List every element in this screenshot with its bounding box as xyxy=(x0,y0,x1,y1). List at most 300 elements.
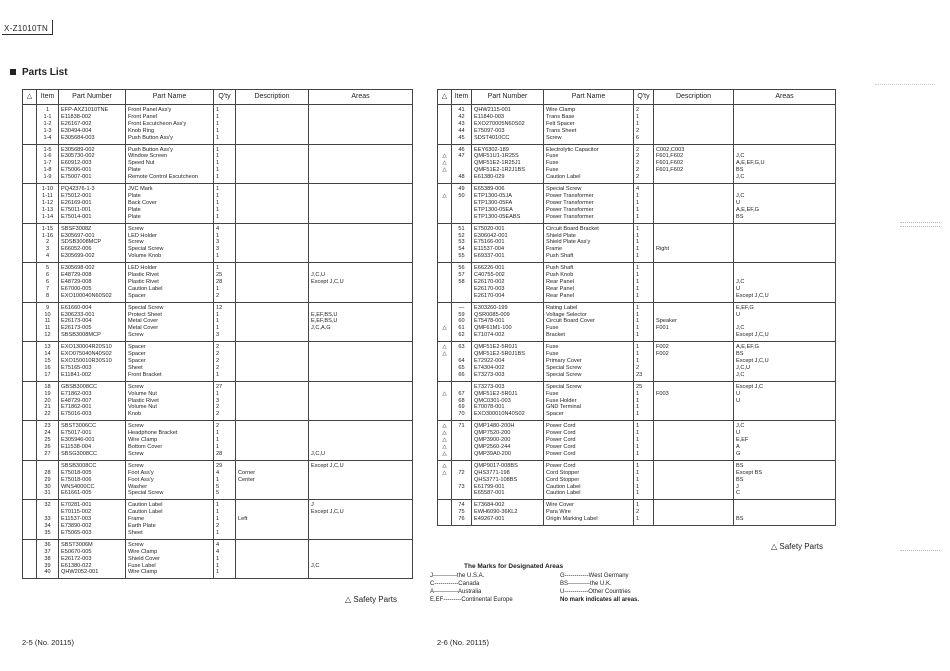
quantity: 23 xyxy=(634,372,654,381)
areas xyxy=(309,214,413,223)
item-number xyxy=(452,477,472,484)
quantity: 4 xyxy=(634,184,654,193)
quantity: 1 xyxy=(634,286,654,293)
quantity: 2 xyxy=(634,365,654,372)
parts-group xyxy=(438,223,836,263)
item-number: 10 xyxy=(37,312,59,319)
table-row xyxy=(23,451,413,460)
description xyxy=(236,398,309,405)
quantity: 1 xyxy=(214,556,236,563)
table-row xyxy=(438,421,836,430)
part-number: SBST3006M xyxy=(59,539,126,548)
description xyxy=(236,200,309,207)
table-row xyxy=(438,167,836,174)
table-row xyxy=(438,332,836,341)
part-name: Caution Label xyxy=(544,174,634,183)
areas xyxy=(309,135,413,144)
safety-mark xyxy=(23,398,37,405)
safety-mark xyxy=(23,207,37,214)
item-number: 1 xyxy=(37,105,59,114)
safety-mark xyxy=(23,214,37,223)
item-number: 44 xyxy=(452,128,472,135)
item-number: 18 xyxy=(37,381,59,390)
table-row xyxy=(438,398,836,405)
safety-mark: △ xyxy=(438,437,452,444)
part-number: E26169-001 xyxy=(59,200,126,207)
part-name: Special Screw xyxy=(126,246,214,253)
safety-mark xyxy=(23,437,37,444)
table-row xyxy=(23,421,413,430)
item-number: 56 xyxy=(452,263,472,272)
areas: U xyxy=(734,286,836,293)
part-name: Rating Label xyxy=(544,302,634,311)
description xyxy=(236,207,309,214)
table-row xyxy=(438,200,836,207)
part-name: Spacer xyxy=(126,358,214,365)
item-number: 76 xyxy=(452,516,472,525)
description xyxy=(654,174,734,183)
part-number: E11841-002 xyxy=(59,372,126,381)
table-row xyxy=(23,500,413,509)
part-name: JVC Mark xyxy=(126,184,214,193)
safety-mark xyxy=(23,509,37,516)
table-row xyxy=(438,391,836,398)
safety-mark xyxy=(23,470,37,477)
quantity: 1 xyxy=(634,358,654,365)
item-number: 41 xyxy=(452,105,472,114)
safety-mark xyxy=(438,200,452,207)
section-bullet xyxy=(10,69,16,75)
safety-mark xyxy=(23,253,37,262)
safety-parts-label: Safety Parts xyxy=(779,542,823,551)
item-number: 6 xyxy=(37,279,59,286)
part-name: Sheet xyxy=(126,530,214,539)
quantity: 27 xyxy=(214,381,236,390)
table-row xyxy=(23,430,413,437)
description xyxy=(236,293,309,302)
part-number: E305698-002 xyxy=(59,263,126,272)
quantity: 25 xyxy=(634,381,654,390)
item-number: 43 xyxy=(452,121,472,128)
quantity: 1 xyxy=(214,500,236,509)
quantity: 1 xyxy=(634,411,654,420)
item-number: 73 xyxy=(452,484,472,491)
description: F001 xyxy=(654,325,734,332)
safety-mark: △ xyxy=(438,451,452,460)
quantity: 2 xyxy=(634,167,654,174)
part-name: Metal Cover xyxy=(126,325,214,332)
table-row xyxy=(23,114,413,121)
areas xyxy=(309,286,413,293)
safety-mark xyxy=(438,286,452,293)
safety-mark xyxy=(23,184,37,193)
parts-group xyxy=(23,105,413,145)
safety-mark xyxy=(438,128,452,135)
description xyxy=(654,253,734,262)
quantity: 2 xyxy=(214,421,236,430)
table-row xyxy=(23,351,413,358)
item-number: 53 xyxy=(452,239,472,246)
item-number: 39 xyxy=(37,563,59,570)
areas xyxy=(309,372,413,381)
description: F601,F602 xyxy=(654,160,734,167)
area-marks-legend xyxy=(430,563,700,603)
safety-mark xyxy=(23,365,37,372)
quantity: 1 xyxy=(634,121,654,128)
areas xyxy=(734,411,836,420)
quantity: 1 xyxy=(634,207,654,214)
item-number: 54 xyxy=(452,246,472,253)
description: Left xyxy=(236,516,309,523)
table-row xyxy=(23,293,413,302)
table-row xyxy=(23,302,413,311)
part-name: Shield Plate xyxy=(544,233,634,240)
description: F002 xyxy=(654,342,734,351)
parts-table-left xyxy=(22,89,413,579)
description xyxy=(236,144,309,153)
item-number xyxy=(452,200,472,207)
safety-mark xyxy=(23,174,37,183)
part-name: Bracket xyxy=(544,332,634,341)
part-number: E69337-001 xyxy=(472,253,544,262)
quantity: 29 xyxy=(214,460,236,469)
part-number: E67000-005 xyxy=(59,286,126,293)
table-row xyxy=(438,430,836,437)
part-name: Headphone Bracket xyxy=(126,430,214,437)
parts-table-right xyxy=(437,89,836,526)
quantity: 4 xyxy=(214,549,236,556)
areas: J,C xyxy=(734,153,836,160)
safety-mark xyxy=(438,293,452,302)
areas xyxy=(734,246,836,253)
table-row xyxy=(23,539,413,548)
safety-mark xyxy=(438,121,452,128)
safety-mark: △ xyxy=(438,351,452,358)
part-name: Electrolytic Capacitor xyxy=(544,144,634,153)
table-row xyxy=(23,144,413,153)
areas xyxy=(309,114,413,121)
parts-group xyxy=(438,184,836,224)
areas xyxy=(309,153,413,160)
safety-mark xyxy=(438,404,452,411)
description xyxy=(236,214,309,223)
part-name: Frame xyxy=(544,246,634,253)
quantity: 1 xyxy=(634,114,654,121)
part-number: E75017-001 xyxy=(59,430,126,437)
quantity: 28 xyxy=(214,279,236,286)
table-row xyxy=(23,160,413,167)
description xyxy=(236,372,309,381)
quantity: 6 xyxy=(634,135,654,144)
quantity: 1 xyxy=(214,372,236,381)
part-name: Wire Clamp xyxy=(544,105,634,114)
quantity: 1 xyxy=(214,391,236,398)
part-name: Power Cord xyxy=(544,437,634,444)
quantity: 1 xyxy=(214,437,236,444)
table-row xyxy=(438,153,836,160)
safety-mark xyxy=(438,246,452,253)
item-number: 12 xyxy=(37,332,59,341)
part-number: QMF61M1-100 xyxy=(472,325,544,332)
areas xyxy=(309,200,413,207)
quantity: 1 xyxy=(634,351,654,358)
areas: E,EF xyxy=(734,437,836,444)
item-number xyxy=(452,207,472,214)
item-number xyxy=(452,286,472,293)
part-name: GND Terminal xyxy=(544,404,634,411)
table-row xyxy=(438,207,836,214)
safety-mark xyxy=(23,451,37,460)
safety-mark: △ xyxy=(438,160,452,167)
safety-mark xyxy=(23,263,37,272)
areas: BS xyxy=(734,460,836,469)
areas xyxy=(309,516,413,523)
item-number: 61 xyxy=(452,325,472,332)
quantity: 1 xyxy=(634,391,654,398)
areas xyxy=(309,358,413,365)
description xyxy=(236,444,309,451)
area-mark-entry: E,EF---------Continental Europe xyxy=(430,597,513,603)
part-number: E26170-003 xyxy=(472,286,544,293)
part-number: E75097-003 xyxy=(472,128,544,135)
part-name: Power Transformer xyxy=(544,214,634,223)
item-number: 1-14 xyxy=(37,214,59,223)
areas: C xyxy=(734,490,836,499)
description xyxy=(654,365,734,372)
table-row xyxy=(23,325,413,332)
safety-mark xyxy=(438,207,452,214)
areas xyxy=(309,207,413,214)
item-number: 19 xyxy=(37,391,59,398)
quantity: 1 xyxy=(214,184,236,193)
item-number xyxy=(452,451,472,460)
quantity: 1 xyxy=(634,470,654,477)
item-number: 11 xyxy=(37,318,59,325)
part-number: E11838-002 xyxy=(59,114,126,121)
quantity: 3 xyxy=(214,332,236,341)
description xyxy=(654,500,734,509)
part-name: Speed Nut xyxy=(126,160,214,167)
areas xyxy=(309,184,413,193)
safety-mark xyxy=(438,135,452,144)
description xyxy=(654,200,734,207)
table-row xyxy=(23,223,413,232)
areas: J,C,U xyxy=(309,451,413,460)
safety-mark xyxy=(438,358,452,365)
parts-group xyxy=(438,144,836,184)
item-number xyxy=(452,490,472,499)
quantity: 1 xyxy=(214,444,236,451)
table-row xyxy=(23,398,413,405)
safety-mark: △ xyxy=(438,193,452,200)
part-number: E30494-004 xyxy=(59,128,126,135)
areas: J,C xyxy=(734,372,836,381)
item-number: 69 xyxy=(452,404,472,411)
part-number: ETP1300-05JA xyxy=(472,193,544,200)
description xyxy=(236,135,309,144)
part-number: SBSF3008Z xyxy=(59,223,126,232)
safety-mark xyxy=(23,160,37,167)
part-name: Power Transformer xyxy=(544,200,634,207)
part-number: E75006-001 xyxy=(59,167,126,174)
areas xyxy=(309,398,413,405)
part-name: Circuit Board Bracket xyxy=(544,223,634,232)
description xyxy=(236,365,309,372)
areas xyxy=(309,302,413,311)
item-number: 48 xyxy=(452,174,472,183)
part-name: Shield Cover xyxy=(126,556,214,563)
safety-mark xyxy=(438,302,452,311)
quantity: 1 xyxy=(214,318,236,325)
description: F003 xyxy=(654,391,734,398)
header-item: Item xyxy=(452,90,472,105)
safety-mark xyxy=(438,214,452,223)
quantity: 1 xyxy=(634,279,654,286)
quantity: 2 xyxy=(214,351,236,358)
description xyxy=(654,484,734,491)
description xyxy=(236,233,309,240)
description xyxy=(654,114,734,121)
areas: Except J,C,U xyxy=(309,279,413,286)
part-number: E70078-001 xyxy=(472,404,544,411)
areas xyxy=(309,105,413,114)
part-name: Voltage Selector xyxy=(544,312,634,319)
description xyxy=(654,193,734,200)
safety-mark xyxy=(23,381,37,390)
areas: BS xyxy=(734,167,836,174)
header-description: Description xyxy=(654,90,734,105)
part-number: E11538-004 xyxy=(59,444,126,451)
parts-group xyxy=(23,184,413,224)
part-name: Fuse xyxy=(544,342,634,351)
parts-group xyxy=(438,500,836,526)
areas xyxy=(309,144,413,153)
description xyxy=(236,530,309,539)
page-edge-mark xyxy=(900,226,940,227)
safety-mark: △ xyxy=(438,470,452,477)
parts-group xyxy=(438,421,836,461)
areas xyxy=(309,365,413,372)
areas: Except J,C,U xyxy=(734,358,836,365)
table-row xyxy=(438,144,836,153)
areas xyxy=(309,381,413,390)
item-number: 57 xyxy=(452,272,472,279)
part-number: E61380-022 xyxy=(59,563,126,570)
areas xyxy=(309,437,413,444)
part-name: Spacer xyxy=(126,293,214,302)
table-row xyxy=(23,509,413,516)
quantity: 4 xyxy=(214,223,236,232)
table-row xyxy=(23,470,413,477)
part-number: E75016-003 xyxy=(59,411,126,420)
safety-mark xyxy=(23,342,37,351)
part-name: Plastic Rivet xyxy=(126,272,214,279)
safety-mark xyxy=(438,144,452,153)
parts-group xyxy=(438,381,836,421)
part-number: E60912-003 xyxy=(59,160,126,167)
description xyxy=(654,460,734,469)
areas xyxy=(309,391,413,398)
description xyxy=(236,318,309,325)
item-number xyxy=(452,167,472,174)
part-number: E26167-002 xyxy=(59,121,126,128)
item-number: 5 xyxy=(37,263,59,272)
quantity: 1 xyxy=(634,342,654,351)
areas xyxy=(309,549,413,556)
quantity: 1 xyxy=(634,272,654,279)
parts-group xyxy=(438,302,836,342)
description xyxy=(236,302,309,311)
item-number: 37 xyxy=(37,549,59,556)
table-row xyxy=(438,128,836,135)
part-name: Push Shaft xyxy=(544,253,634,262)
description xyxy=(654,239,734,246)
description xyxy=(236,114,309,121)
description xyxy=(236,411,309,420)
table-row xyxy=(438,105,836,114)
part-number: EXO100040N60S02 xyxy=(59,293,126,302)
quantity: 3 xyxy=(214,239,236,246)
quantity: 1 xyxy=(634,239,654,246)
safety-mark xyxy=(23,167,37,174)
safety-mark xyxy=(438,312,452,319)
table-row xyxy=(438,460,836,469)
part-name: Volume Nut xyxy=(126,391,214,398)
part-number: EWH6090-36KL2 xyxy=(472,509,544,516)
part-number: E75020-001 xyxy=(472,223,544,232)
part-number: WNS4000CC xyxy=(59,484,126,491)
header-part-name: Part Name xyxy=(126,90,214,105)
table-row xyxy=(23,263,413,272)
areas: Except J,C,U xyxy=(309,460,413,469)
safety-mark xyxy=(438,184,452,193)
part-name: Plate xyxy=(126,167,214,174)
part-number: QMP7520-200 xyxy=(472,430,544,437)
part-name: Special Screw xyxy=(544,372,634,381)
item-number: 1-10 xyxy=(37,184,59,193)
areas: J,C xyxy=(734,421,836,430)
header-areas: Areas xyxy=(309,90,413,105)
safety-mark: △ xyxy=(438,430,452,437)
table-row xyxy=(23,477,413,484)
table-row xyxy=(23,342,413,351)
section-title: Parts List xyxy=(22,67,68,78)
table-row xyxy=(23,239,413,246)
quantity: 1 xyxy=(634,437,654,444)
quantity: 1 xyxy=(634,516,654,525)
item-number: 9 xyxy=(37,302,59,311)
item-number: 16 xyxy=(37,365,59,372)
description xyxy=(654,477,734,484)
areas xyxy=(309,430,413,437)
areas: Except J,C xyxy=(734,381,836,390)
quantity: 1 xyxy=(214,325,236,332)
safety-mark xyxy=(23,500,37,509)
table-row xyxy=(438,135,836,144)
part-number: E26173-005 xyxy=(59,325,126,332)
header-part-number: Part Number xyxy=(59,90,126,105)
description xyxy=(236,500,309,509)
part-name: Caution Label xyxy=(126,286,214,293)
table-row xyxy=(23,312,413,319)
part-name: Spacer xyxy=(126,342,214,351)
areas xyxy=(309,128,413,135)
part-name: Frame xyxy=(126,516,214,523)
parts-group xyxy=(23,144,413,184)
areas: U xyxy=(734,430,836,437)
safety-mark xyxy=(23,556,37,563)
part-number: QSR0085-009 xyxy=(472,312,544,319)
